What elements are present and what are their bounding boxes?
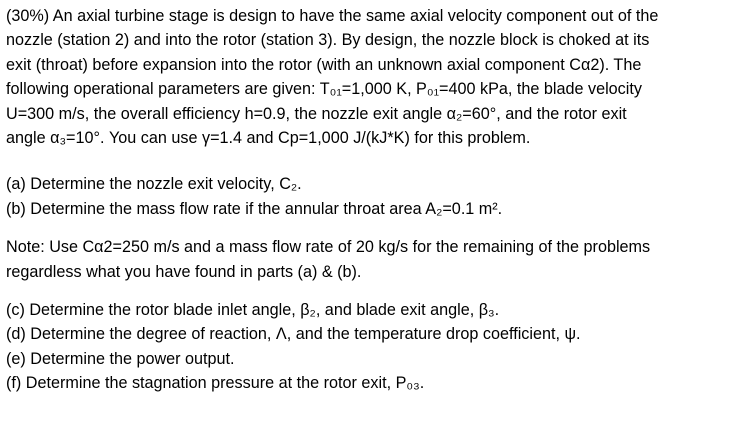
intro-line-6: angle α₃=10°. You can use γ=1.4 and Cp=1,000 J/(kJ*K) for this problem.: [6, 129, 531, 148]
intro-line-3: exit (throat) before expansion into the rotor (with an unknown axial component Cα2). The: [6, 55, 642, 74]
intro-line-2: nozzle (station 2) and into the rotor (station 3). By design, the nozzle block is choked at its: [6, 31, 650, 50]
part-b: (b) Determine the mass flow rate if the annular throat area A₂=0.1 m².: [6, 199, 503, 218]
part-d: (d) Determine the degree of reaction, Λ, and the temperature drop coefficient, ψ.: [6, 325, 581, 344]
note-line-2: regardless what you have found in parts (a) & (b).: [6, 262, 362, 281]
note-block: [6, 235, 749, 284]
problem-statement: [6, 4, 749, 150]
part-c: (c) Determine the rotor blade inlet angle, β₂, and blade exit angle, β₃.: [6, 301, 500, 320]
parts-ab: [6, 172, 749, 221]
intro-line-1: (30%) An axial turbine stage is design to have the same axial velocity component out of the: [6, 7, 659, 25]
note-line-1: Note: Use Cα2=250 m/s and a mass flow rate of 20 kg/s for the remaining of the problems: [6, 238, 651, 257]
parts-cf: [6, 298, 749, 396]
intro-line-4: following operational parameters are given: T₀₁=1,000 K, P₀₁=400 kPa, the blade velocity: [6, 80, 642, 99]
part-f: (f) Determine the stagnation pressure at the rotor exit, P₀₃.: [6, 374, 425, 393]
part-a: (a) Determine the nozzle exit velocity, C₂.: [6, 175, 302, 194]
part-e: (e) Determine the power output.: [6, 349, 235, 368]
intro-line-5: U=300 m/s, the overall efficiency h=0.9, the nozzle exit angle α₂=60°, and the rotor exit: [6, 104, 627, 123]
